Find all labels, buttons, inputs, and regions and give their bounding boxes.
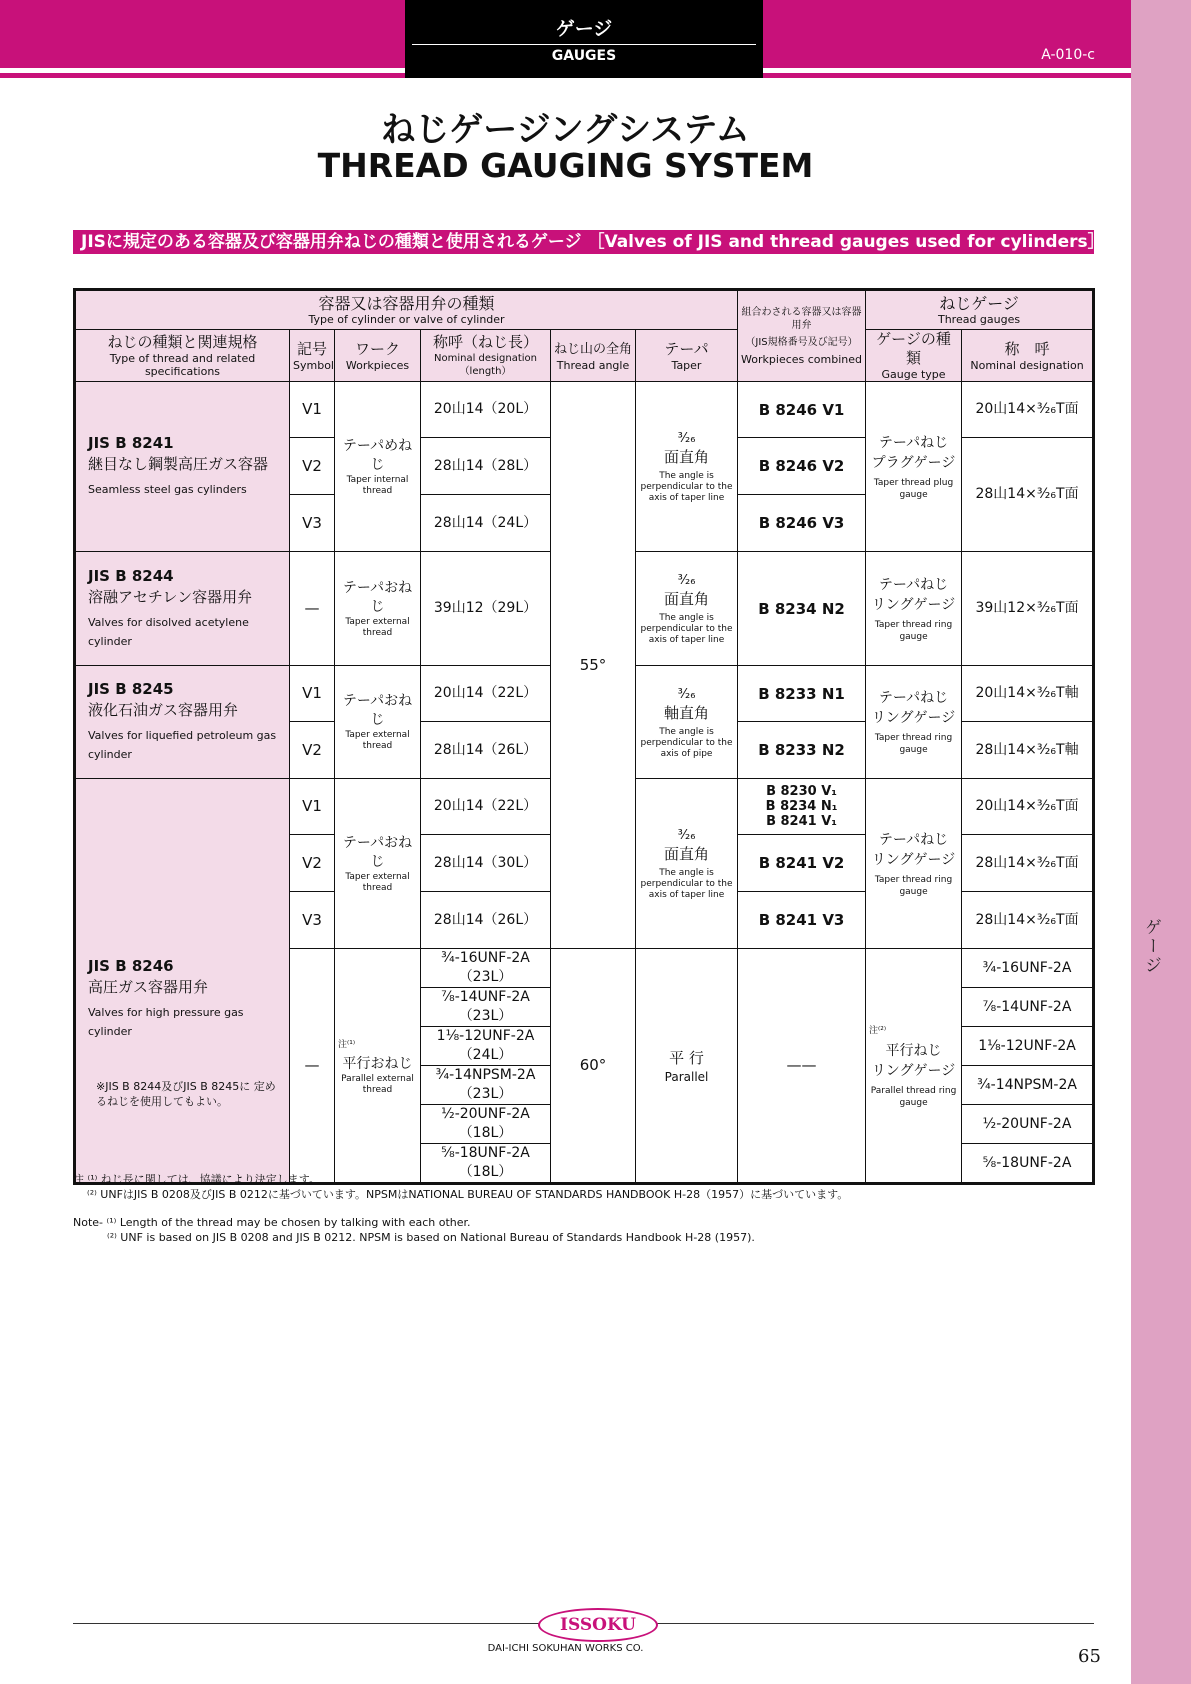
taper-cell: ³⁄₂₆ 軸直角 The angle is perpendicular to the axis of pipe (636, 666, 738, 779)
header-thread-type: ねじの種類と関連規格 Type of thread and related specifications (75, 330, 290, 382)
gauge-nominal-cell: ¾-16UNF-2A (962, 949, 1094, 988)
page-title-jp: ねじゲージングシステム (381, 110, 750, 150)
gauge-nominal-cell: 1⅛-12UNF-2A (962, 1027, 1094, 1066)
gauge-nominal-cell: 28山14×³⁄₂₆T面 (962, 892, 1094, 949)
page-code: A-010-c (1041, 47, 1095, 63)
note-jp-1: 注 ⁽¹⁾ ねじ長に関しては、協議により決定します。 (73, 1173, 320, 1186)
table-row (75, 382, 1094, 438)
symbol-cell: V1 (290, 779, 335, 835)
gauge-type-cell: テーパねじ リングゲージ Taper thread ring gauge (866, 552, 962, 666)
header-cylinder-type: 容器又は容器用弁の種類 Type of cylinder or valve of cylinder (75, 290, 738, 330)
taper-cell: 平 行 Parallel (636, 949, 738, 1184)
symbol-cell: — (290, 552, 335, 666)
symbol-cell: V2 (290, 835, 335, 892)
header-thread-gauges: ねじゲージ Thread gauges (866, 290, 1094, 330)
workpiece-cell: テーパおねじ Taper external thread (335, 666, 421, 779)
gauge-nominal-cell: ¾-14NPSM-2A (962, 1066, 1094, 1105)
header-symbol: 記号 Symbol (290, 330, 335, 382)
note-jp-2: ⁽²⁾ UNFはJIS B 0208及びJIS B 0212に基づいています。NPSMはNATIONAL BUREAU OF STANDARDS HANDBOOK H-28（1957）に基づいています。 (87, 1188, 849, 1201)
header-thread-angle: ねじ山の全角 Thread angle (551, 330, 636, 382)
section-banner: JISに規定のある容器及び容器用弁ねじの種類と使用されるゲージ ［Valves of JIS and thread gauges used for cylinders］ (73, 230, 1094, 254)
combined-cell: B 8233 N2 (738, 722, 866, 779)
cylinder-jis-b-8244: JIS B 8244 溶融アセチレン容器用弁 Valves for disolved acetylene cylinder (75, 552, 290, 666)
gauge-type-cell: 注⁽²⁾ 平行ねじ リングゲージ Parallel thread ring gauge (866, 949, 962, 1184)
nominal-cell: 28山14（24L） (421, 495, 551, 552)
header-workpieces-combined: 組合わされる容器又は容器用弁 （JIS規格番号及び記号） Workpieces combined (738, 290, 866, 382)
symbol-cell: V1 (290, 666, 335, 722)
symbol-cell: V2 (290, 722, 335, 779)
nominal-cell: 39山12（29L） (421, 552, 551, 666)
gauge-nominal-cell: 20山14×³⁄₂₆T軸 (962, 666, 1094, 722)
workpiece-cell: テーパおねじ Taper external thread (335, 779, 421, 949)
header-gauge-type: ゲージの種類 Gauge type (866, 330, 962, 382)
gauge-type-cell: テーパねじ リングゲージ Taper thread ring gauge (866, 779, 962, 949)
combined-cell: —— (738, 949, 866, 1184)
section-tab (405, 0, 763, 78)
nominal-cell: 28山14（26L） (421, 722, 551, 779)
workpiece-cell: 注⁽¹⁾ 平行おねじ Parallel external thread (335, 949, 421, 1184)
gauge-nominal-cell: ⅞-14UNF-2A (962, 988, 1094, 1027)
gauge-type-cell: テーパねじ リングゲージ Taper thread ring gauge (866, 666, 962, 779)
cylinder-jis-b-8246: JIS B 8246 高圧ガス容器用弁 Valves for high pressure gas cylinder ※JIS B 8244及びJIS B 8245に 定めるねじを使用してもよい。 (75, 779, 290, 1184)
section-tab-jp: ゲージ (555, 18, 613, 40)
gauge-nominal-cell: 20山14×³⁄₂₆T面 (962, 382, 1094, 438)
combined-cell: B 8246 V1 (738, 382, 866, 438)
gauge-nominal-cell: 20山14×³⁄₂₆T面 (962, 779, 1094, 835)
symbol-cell: — (290, 949, 335, 1184)
symbol-cell: V3 (290, 892, 335, 949)
combined-cell: B 8241 V2 (738, 835, 866, 892)
header-taper: テーパ Taper (636, 330, 738, 382)
gauge-nominal-cell: 28山14×³⁄₂₆T軸 (962, 722, 1094, 779)
nominal-cell: 28山14（30L） (421, 835, 551, 892)
company-logo: ISSOKU (538, 1608, 658, 1642)
nominal-cell: 28山14（26L） (421, 892, 551, 949)
note-en-1: Note- ⁽¹⁾ Length of the thread may be chosen by talking with each other. (73, 1216, 471, 1229)
note-en-2: ⁽²⁾ UNF is based on JIS B 0208 and JIS B 0212. NPSM is based on National Bureau of Standards Handbook H-28 (1957). (107, 1231, 755, 1244)
combined-cell: B 8233 N1 (738, 666, 866, 722)
page-number: 65 (1078, 1646, 1101, 1667)
company-name: DAI-ICHI SOKUHAN WORKS CO. (487, 1643, 644, 1654)
taper-cell: ³⁄₂₆ 面直角 The angle is perpendicular to the axis of taper line (636, 552, 738, 666)
header-nominal: 称呼（ねじ長） Nominal designation（length） (421, 330, 551, 382)
side-bar (1131, 0, 1191, 1684)
nominal-cell: 20山14（20L） (421, 382, 551, 438)
gauge-nominal-cell: 28山14×³⁄₂₆T面 (962, 438, 1094, 552)
combined-cell: B 8246 V2 (738, 438, 866, 495)
workpiece-cell: テーパおねじ Taper external thread (335, 552, 421, 666)
section-tab-en: GAUGES (551, 48, 617, 64)
symbol-cell: V3 (290, 495, 335, 552)
thread-gauge-table (73, 288, 1095, 1185)
combined-cell: B 8246 V3 (738, 495, 866, 552)
gauge-nominal-cell: 28山14×³⁄₂₆T面 (962, 835, 1094, 892)
page-title-en: THREAD GAUGING SYSTEM (317, 146, 814, 185)
cylinder-jis-b-8241: JIS B 8241 継目なし鋼製高圧ガス容器 Seamless steel gas cylinders (75, 382, 290, 552)
side-tab-label: ゲージ (1141, 918, 1161, 975)
combined-cell: B 8230 V₁ B 8234 N₁ B 8241 V₁ (738, 779, 866, 835)
section-tab-rule (412, 44, 756, 45)
nominal-cell: ½-20UNF-2A（18L） (421, 1105, 551, 1144)
nominal-cell: 1⅛-12UNF-2A（24L） (421, 1027, 551, 1066)
nominal-cell: 28山14（28L） (421, 438, 551, 495)
combined-cell: B 8241 V3 (738, 892, 866, 949)
notes-japanese (73, 1172, 848, 1202)
cylinder-jis-b-8245: JIS B 8245 液化石油ガス容器用弁 Valves for liquefied petroleum gas cylinder (75, 666, 290, 779)
gauge-nominal-cell: ⅝-18UNF-2A (962, 1144, 1094, 1184)
thread-angle-60: 60° (551, 949, 636, 1184)
nominal-cell: ¾-14NPSM-2A（23L） (421, 1066, 551, 1105)
nominal-cell: ¾-16UNF-2A（23L） (421, 949, 551, 988)
nominal-cell: 20山14（22L） (421, 779, 551, 835)
gauge-nominal-cell: ½-20UNF-2A (962, 1105, 1094, 1144)
nominal-cell: 20山14（22L） (421, 666, 551, 722)
gauge-nominal-cell: 39山12×³⁄₂₆T面 (962, 552, 1094, 666)
notes-english (73, 1215, 755, 1245)
gauge-type-cell: テーパねじ プラグゲージ Taper thread plug gauge (866, 382, 962, 552)
nominal-cell: ⅞-14UNF-2A（23L） (421, 988, 551, 1027)
symbol-cell: V1 (290, 382, 335, 438)
taper-cell: ³⁄₂₆ 面直角 The angle is perpendicular to the axis of taper line (636, 382, 738, 552)
symbol-cell: V2 (290, 438, 335, 495)
workpiece-cell: テーパめねじ Taper internal thread (335, 382, 421, 552)
combined-cell: B 8234 N2 (738, 552, 866, 666)
header-workpieces: ワーク Workpieces (335, 330, 421, 382)
taper-cell: ³⁄₂₆ 面直角 The angle is perpendicular to the axis of taper line (636, 779, 738, 949)
header-gauge-nominal: 称 呼 Nominal designation (962, 330, 1094, 382)
thread-angle-55: 55° (551, 382, 636, 949)
nominal-cell: ⅝-18UNF-2A（18L） (421, 1144, 551, 1184)
